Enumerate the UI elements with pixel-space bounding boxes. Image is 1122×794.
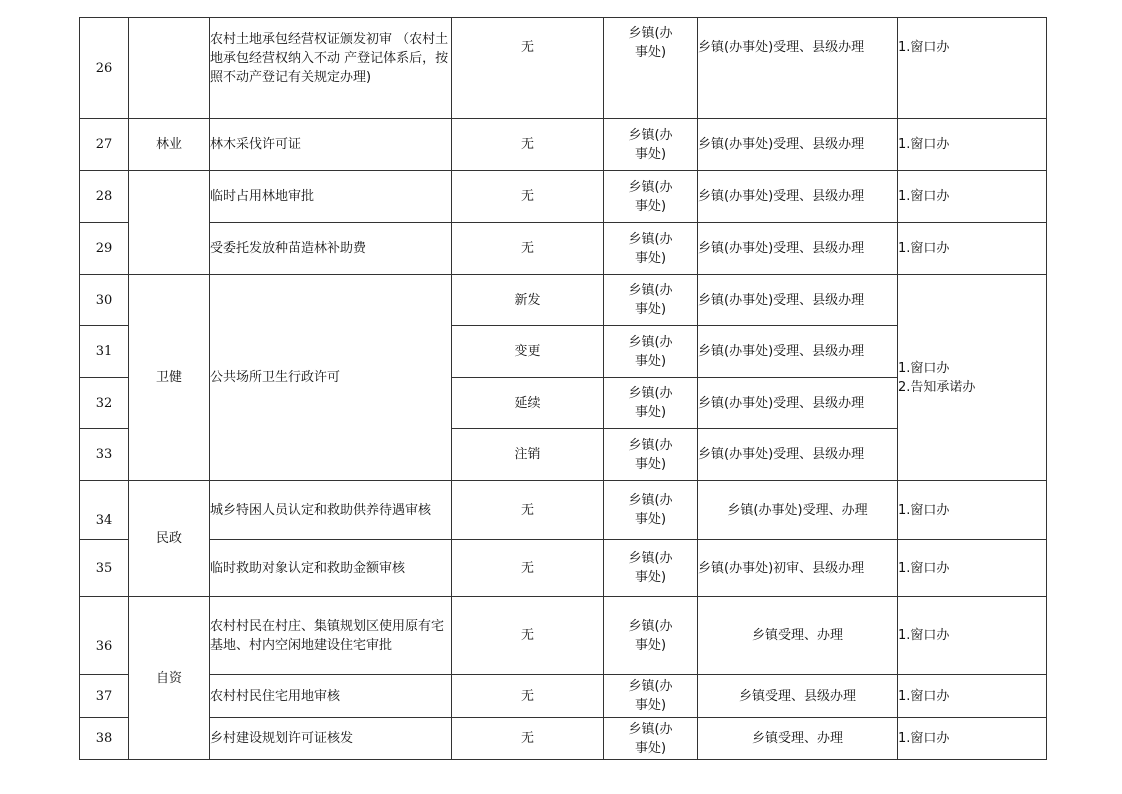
item-name: 临时救助对象认定和救助金额审核: [210, 540, 452, 597]
table-row: [80, 223, 1047, 275]
handling-method: 1.窗口办: [898, 540, 1047, 597]
handling-method: 1.窗口办: [898, 481, 1047, 540]
category-cell: [129, 18, 210, 119]
handling-level: 乡镇(办事处): [604, 326, 698, 378]
category-cell: 自资: [129, 597, 210, 760]
sub-item: 无: [452, 540, 604, 597]
sub-item: 无: [452, 481, 604, 540]
handling-level: 乡镇(办事处): [604, 18, 698, 119]
table-row: [80, 18, 1047, 119]
item-name: 农村土地承包经营权证颁发初审 （农村土地承包经营权纳入不动 产登记体系后，按照不动产登记有关规定办理): [210, 18, 452, 119]
table-row: [80, 481, 1047, 540]
handling-mode: 乡镇(办事处)受理、县级办理: [698, 171, 898, 223]
item-name: 林木采伐许可证: [210, 119, 452, 171]
handling-method: 1.窗口办: [898, 718, 1047, 760]
sub-item: 无: [452, 171, 604, 223]
handling-level: 乡镇(办事处): [604, 597, 698, 675]
row-number: 30: [80, 275, 129, 326]
row-number: 35: [80, 540, 129, 597]
handling-level: 乡镇(办事处): [604, 378, 698, 429]
row-number: 36: [80, 597, 129, 675]
handling-mode: 乡镇受理、办理: [698, 718, 898, 760]
handling-level: 乡镇(办事处): [604, 223, 698, 275]
handling-mode: 乡镇(办事处)受理、县级办理: [698, 326, 898, 378]
row-number: 29: [80, 223, 129, 275]
row-number: 33: [80, 429, 129, 481]
row-number: 27: [80, 119, 129, 171]
handling-level: 乡镇(办事处): [604, 718, 698, 760]
row-number: 28: [80, 171, 129, 223]
sub-item: 无: [452, 675, 604, 718]
handling-method: 1.窗口办: [898, 119, 1047, 171]
handling-level: 乡镇(办事处): [604, 275, 698, 326]
category-cell: [129, 171, 210, 275]
category-cell: 卫健: [129, 275, 210, 481]
sub-item: 无: [452, 119, 604, 171]
sub-item: 注销: [452, 429, 604, 481]
sub-item: 无: [452, 718, 604, 760]
handling-method: 1.窗口办: [898, 223, 1047, 275]
item-name: 农村村民在村庄、集镇规划区使用原有宅基地、村内空闲地建设住宅审批: [210, 597, 452, 675]
handling-method: 1.窗口办: [898, 597, 1047, 675]
service-items-table: [79, 17, 1047, 760]
row-number: 26: [80, 18, 129, 119]
handling-level: 乡镇(办事处): [604, 119, 698, 171]
handling-level: 乡镇(办事处): [604, 540, 698, 597]
handling-mode: 乡镇(办事处)受理、县级办理: [698, 275, 898, 326]
sub-item: 无: [452, 223, 604, 275]
item-name: 临时占用林地审批: [210, 171, 452, 223]
table-row: [80, 171, 1047, 223]
handling-mode: 乡镇受理、县级办理: [698, 675, 898, 718]
category-cell: 民政: [129, 481, 210, 597]
sub-item: 延续: [452, 378, 604, 429]
row-number: 38: [80, 718, 129, 760]
row-number: 37: [80, 675, 129, 718]
handling-mode: 乡镇(办事处)受理、县级办理: [698, 223, 898, 275]
table-row: [80, 540, 1047, 597]
handling-level: 乡镇(办事处): [604, 481, 698, 540]
handling-level: 乡镇(办事处): [604, 171, 698, 223]
handling-level: 乡镇(办事处): [604, 675, 698, 718]
handling-mode: 乡镇(办事处)受理、办理: [698, 481, 898, 540]
category-cell: 林业: [129, 119, 210, 171]
table-row: [80, 675, 1047, 718]
row-number: 31: [80, 326, 129, 378]
row-number: 34: [80, 481, 129, 540]
row-number: 32: [80, 378, 129, 429]
item-name: 受委托发放种苗造林补助费: [210, 223, 452, 275]
table-row: [80, 597, 1047, 675]
item-name: 乡村建设规划许可证核发: [210, 718, 452, 760]
handling-mode: 乡镇受理、办理: [698, 597, 898, 675]
sub-item: 无: [452, 597, 604, 675]
handling-method: 1.窗口办: [898, 171, 1047, 223]
sub-item: 变更: [452, 326, 604, 378]
table-row: [80, 718, 1047, 760]
handling-mode: 乡镇(办事处)受理、县级办理: [698, 119, 898, 171]
handling-mode: 乡镇(办事处)受理、县级办理: [698, 429, 898, 481]
handling-mode: 乡镇(办事处)初审、县级办理: [698, 540, 898, 597]
sub-item: 新发: [452, 275, 604, 326]
handling-mode: 乡镇(办事处)受理、县级办理: [698, 18, 898, 119]
table-row: [80, 119, 1047, 171]
handling-mode: 乡镇(办事处)受理、县级办理: [698, 378, 898, 429]
handling-method: 1.窗口办 2.告知承诺办: [898, 275, 1047, 481]
item-name: 农村村民住宅用地审核: [210, 675, 452, 718]
handling-level: 乡镇(办事处): [604, 429, 698, 481]
item-name: 城乡特困人员认定和救助供养待遇审核: [210, 481, 452, 540]
table-row: [80, 275, 1047, 326]
handling-method: 1.窗口办: [898, 18, 1047, 119]
handling-method: 1.窗口办: [898, 675, 1047, 718]
item-name: 公共场所卫生行政许可: [210, 275, 452, 481]
sub-item: 无: [452, 18, 604, 119]
